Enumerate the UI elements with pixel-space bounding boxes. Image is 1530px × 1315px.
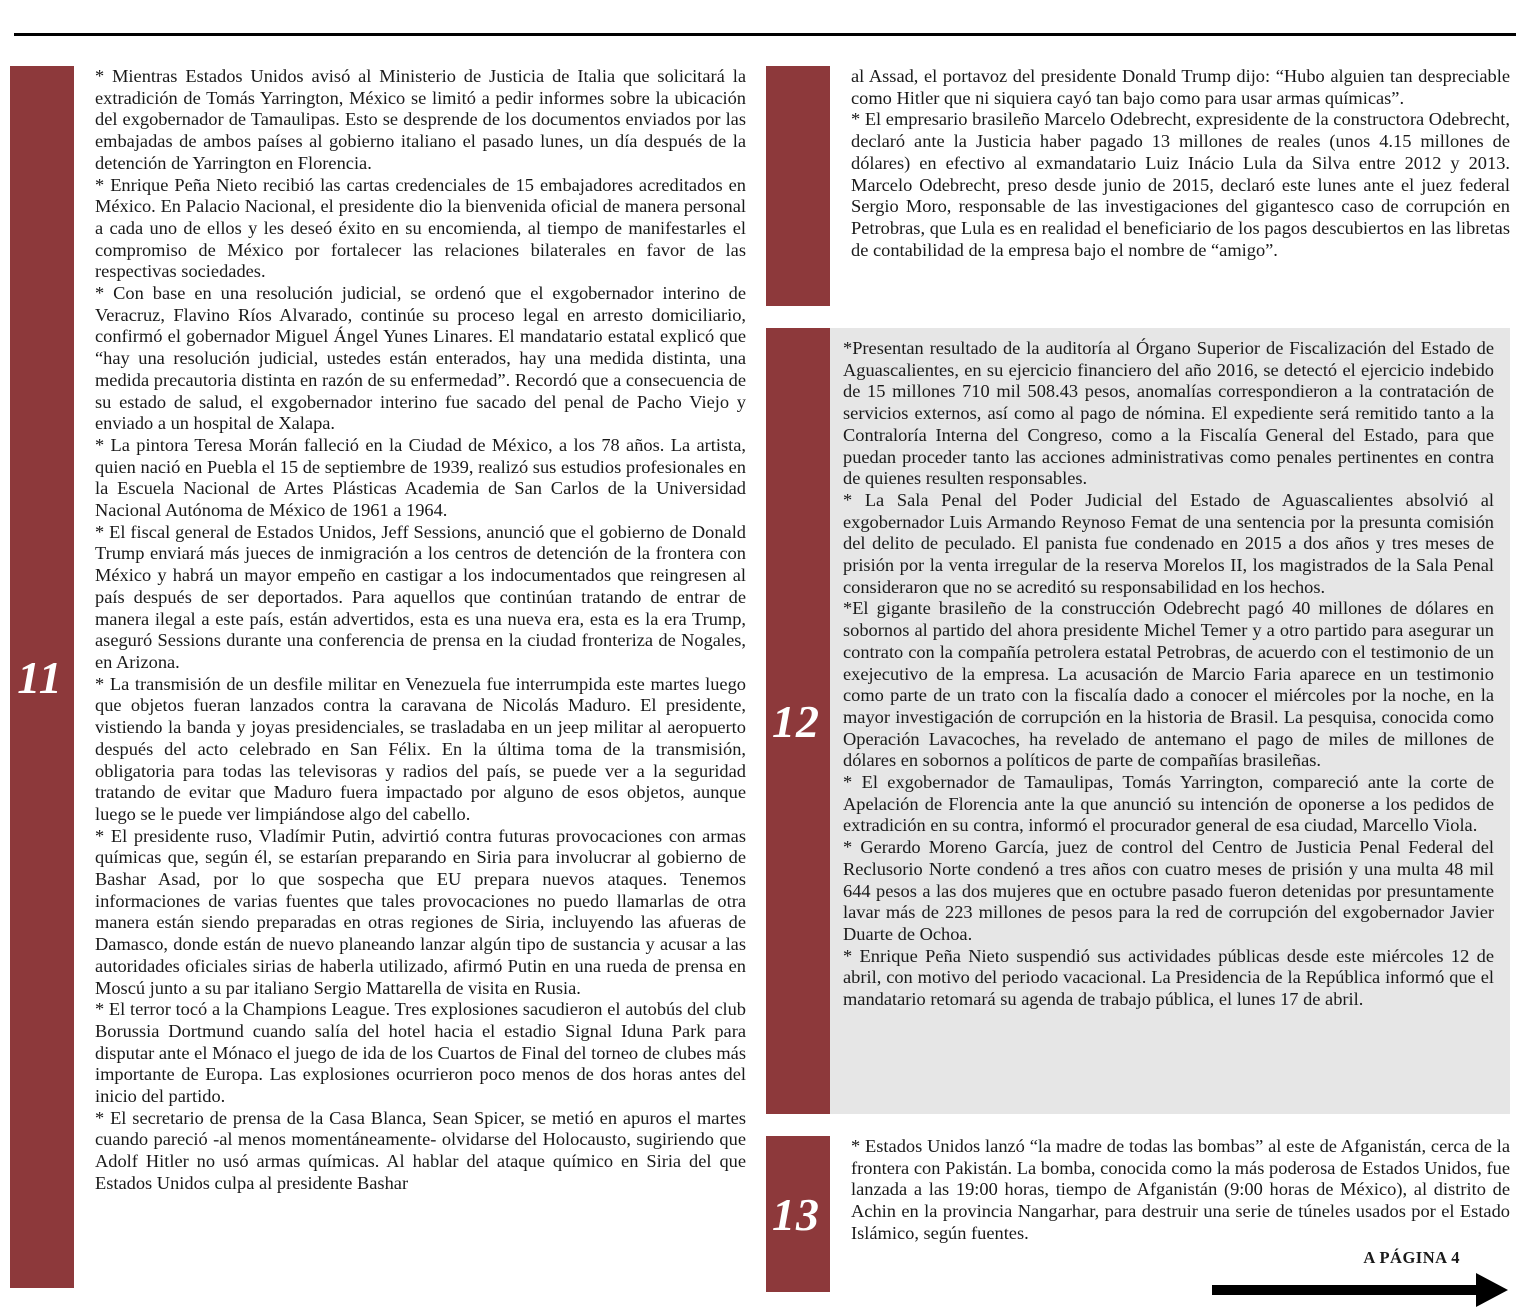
news-item: * La pintora Teresa Morán falleció en la Ciudad de México, a los 78 años. La artista, quien nació en Puebla el 15 de septiembre de 1939, realizó sus estudios profesionales en la Escuela Nacional de Artes Plásticas Academia de San Carlos de la Universidad Nacional Autónoma de México de 1961 a 1964. <box>95 434 746 521</box>
news-item: * La Sala Penal del Poder Judicial del Estado de Aguascalientes absolvió al exgobernador Luis Armando Reynoso Femat de una sentencia por la presunta comisión del delito de peculado. El panista fue condenado en 2015 a dos años y tres meses de prisión por la venta irregular de la reserva Morelos II, los magistrados de la Sala Penal consideraron que no se acreditó su responsabilidad en los hechos. <box>843 489 1494 597</box>
section-11-text <box>74 66 746 1288</box>
news-item: * Estados Unidos lanzó “la madre de todas las bombas” al este de Afganistán, cerca de la frontera con Pakistán. La bomba, conocida como la más poderosa de Estados Unidos, fue lanzada a las 19:00 horas, tiempo de Afganistán (9:00 horas de México), al distrito de Achin en la provincia Nangarhar, para destruir una serie de túneles usados por el Estado Islámico, según fuentes. <box>851 1136 1510 1243</box>
footer-rule <box>1212 1285 1476 1295</box>
news-item: * Enrique Peña Nieto recibió las cartas credenciales de 15 embajadores acreditados en México. En Palacio Nacional, el presidente dio la bienvenida oficial de manera personal a cada uno de ellos y les deseó éxito en su encomienda, al tiempo de manifestarles el compromiso de México por fortalecer las relaciones bilaterales en favor de las respectivas sociedades. <box>95 174 746 282</box>
top-rule <box>14 33 1516 36</box>
section-13-number: 13 <box>772 1188 820 1240</box>
page-jump-rule-row <box>1212 1273 1508 1307</box>
news-item: * El secretario de prensa de la Casa Blanca, Sean Spicer, se metió en apuros el martes cuando pareció -al menos momentáneamente- olvidarse del Holocausto, sugiriendo que Adolf Hitler no usó armas químicas. Al hablar del ataque químico en Siria del que Estados Unidos culpa al presidente Bashar <box>95 1107 746 1193</box>
news-item: * El presidente ruso, Vladímir Putin, advirtió contra futuras provocaciones con armas químicas que, según él, se estarían preparando en Siria para involucrar al gobierno de Bashar Asad, por lo que sospecha que EU prepara nuevos ataques. Tenemos informaciones de varias fuentes que tales provocaciones no puedo llamarlas de otra manera están siendo preparadas en otras regiones de Siria, incluyendo las afueras de Damasco, donde están de nuevo planeando lanzar algún tipo de sustancia y acusar a las autoridades oficiales sirias de haberla utilizado, afirmó Putin en una rueda de prensa en Moscú junto a su par italiano Sergio Mattarella de visita en Rusia. <box>95 825 746 998</box>
news-item: * Con base en una resolución judicial, se ordenó que el exgobernador interino de Veracruz, Flavino Ríos Alvarado, continúe su proceso legal en arresto domiciliario, confirmó el gobernador Miguel Ángel Yunes Linares. El mandatario estatal explicó que “hay una resolución judicial, ustedes están enterados, hay una medida distinta, una medida precautoria distinta en razón de su enfermedad”. Recordó que a consecuencia de su estado de salud, el exgobernador interino fue sacado del penal de Pacho Viejo y enviado a un hospital de Xalapa. <box>95 283 746 434</box>
news-item: * Mientras Estados Unidos avisó al Ministerio de Justicia de Italia que solicitará la extradición de Tomás Yarrington, México se limitó a pedir informes sobre la ubicación del exgobernador de Tamaulipas. Esto se desprende de los documentos enviados por las embajadas de ambos países al gobierno italiano el pasado lunes, un día después de la detención de Yarrington en Florencia. <box>95 66 746 173</box>
section-12-bar <box>766 328 830 1114</box>
news-item: * Enrique Peña Nieto suspendió sus actividades públicas desde este miércoles 12 de abril, con motivo del periodo vacacional. La Presidencia de la República informó que el mandatario retomará su agenda de trabajo pública, el lunes 17 de abril. <box>843 945 1494 1010</box>
section-11-number: 11 <box>17 651 63 703</box>
news-item: * El exgobernador de Tamaulipas, Tomás Yarrington, compareció ante la corte de Apelación de Florencia ante la que anunció su intención de oponerse a los pedidos de extradición en su contra, informó el procurador general de esa ciudad, Marcello Viola. <box>843 772 1494 836</box>
news-item: *El gigante brasileño de la construcción Odebrecht pagó 40 millones de dólares en sobornos al partido del ahora presidente Michel Temer y a otro partido para asegurar un contrato con la compañía petrolera estatal Petrobras, de acuerdo con el testimonio de un exejecutivo de la empresa. La acusación de Marcio Faria aparece en un testimonio como parte de un trato con la fiscalía dado a conocer el miércoles por la noche, en la mayor investigación de corrupción en la historia de Brasil. La pesquisa, conocida como Operación Lavacoches, ha revelado de antemano el pago de miles de millones de dólares en sobornos a políticos de parte de compañías brasileñas. <box>843 598 1494 771</box>
section-12 <box>766 328 1510 1114</box>
news-item: * Gerardo Moreno García, juez de control del Centro de Justicia Penal Federal del Reclusorio Norte condenó a tres años con cuatro meses de prisión y una multa 48 mil 644 pesos a las dos mujeres que en octubre pasado fueron detenidas por presuntamente lavar más de 223 millones de pesos para la red de corrupción del exgobernador Javier Duarte de Ochoa. <box>843 837 1494 944</box>
arrow-right-icon <box>1476 1273 1508 1307</box>
news-item: * El terror tocó a la Champions League. Tres explosiones sacudieron el autobús del club Borussia Dortmund cuando salía del hotel hacia el estadio Signal Iduna Park para disputar ante el Mónaco el juego de ida de los Cuartos de Final del torneo de clubes más importante de Europa. Las explosiones ocurrieron poco menos de dos horas antes del inicio del partido. <box>95 999 746 1107</box>
news-item: * El fiscal general de Estados Unidos, Jeff Sessions, anunció que el gobierno de Donald Trump enviará más jueces de inmigración a los centros de detención de la frontera con México y habrá un mayor empeño en castigar a los indocumentados que reingresen al país después de ser deportados. Para aquellos que continúan tratando de entrar de manera ilegal a este país, están advertidos, esta es una nueva era, esta es la era Trump, aseguró Sessions durante una conferencia de prensa en la ciudad fronteriza de Nogales, en Arizona. <box>95 521 746 672</box>
section-12-number: 12 <box>772 695 820 747</box>
section-11-continued-text <box>830 66 1510 306</box>
section-11-bar <box>10 66 74 1288</box>
column-right <box>766 66 1510 1292</box>
news-item: * El empresario brasileño Marcelo Odebrecht, expresidente de la constructora Odebrecht, declaró ante la Justicia haber pagado 13 millones de reales (unos 4.15 millones de dólares) en efectivo al exmandatario Luiz Inácio Lula da Silva entre 2012 y 2013. Marcelo Odebrecht, preso desde junio de 2015, declaró este lunes ante el juez federal Sergio Moro, responsable de las investigaciones del gigantesco caso de corrupción en Petrobras, que Lula es en realidad el beneficiario de los pagos descubiertos en las libretas de contabilidad de la empresa bajo el nombre de “amigo”. <box>851 109 1510 260</box>
section-11 <box>10 66 746 1288</box>
column-left <box>10 66 746 1292</box>
section-11-continued <box>766 66 1510 306</box>
columns <box>10 66 1510 1292</box>
news-item: al Assad, el portavoz del presidente Donald Trump dijo: “Hubo alguien tan despreciable como Hitler que ni siquiera cayó tan bajo como para usar armas químicas”. <box>851 66 1510 108</box>
page-jump[interactable] <box>1212 1248 1508 1307</box>
news-item: * La transmisión de un desfile militar en Venezuela fue interrumpida este martes luego que objetos fueran lanzados contra la caravana de Nicolás Maduro. El presidente, vistiendo la banda y joyas presidenciales, se trasladaba en un jeep militar al aeropuerto después del acto celebrado en San Félix. En la última toma de la transmisión, obligatoria para todas las televisoras y radios del país, se puede ver a la seguridad tratando de evitar que Maduro fuera impactado por alguno de esos objetos, aunque luego se le puede ver limpiándose algo del cabello. <box>95 673 746 824</box>
section-11-continued-bar <box>766 66 830 306</box>
section-13-bar <box>766 1136 830 1292</box>
news-item: *Presentan resultado de la auditoría al Órgano Superior de Fiscalización del Estado de Aguascalientes, en su ejercicio financiero del año 2016, se detectó el ejercicio indebido de 15 millones 710 mil 508.43 pesos, anomalías correspondieron a la contratación de servicios externos, así como al pago de nómina. El expediente será remitido tanto a la Contraloría Interna del Congreso, como a la Fiscalía General del Estado, para que puedan proceder tanto las acciones administrativas como penales pertinentes en contra de quienes resulten responsables. <box>843 338 1494 489</box>
section-12-text <box>830 328 1510 1114</box>
page-jump-label: A PÁGINA 4 <box>1363 1248 1460 1267</box>
